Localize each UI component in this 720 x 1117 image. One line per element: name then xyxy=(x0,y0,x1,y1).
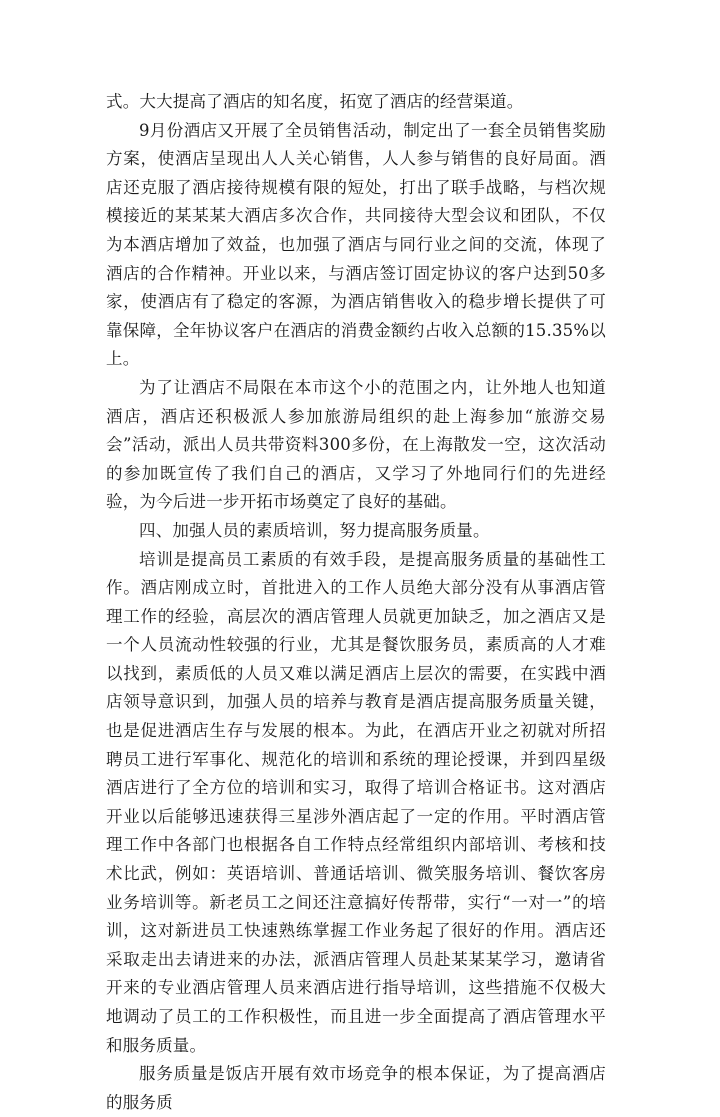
paragraph-training: 培训是提高员工素质的有效手段，是提高服务质量的基础性工作。酒店刚成立时，首批进入的工作人员绝大部分没有从事酒店管理工作的经验，高层次的酒店管理人员就更加缺乏，加之酒店又是一个人员流动性较强的行业，尤其是餐饮服务员，素质高的人才难以找到，素质低的人员又难以满足酒店上层次的需要，在实践中酒店领导意识到，加强人员的培养与教育是酒店提高服务质量关键，也是促进酒店生存与发展的根本。为此，在酒店开业之初就对所招聘员工进行军事化、规范化的培训和系统的理论授课，并到四星级酒店进行了全方位的培训和实习，取得了培训合格证书。这对酒店开业以后能够迅速获得三星涉外酒店起了一定的作用。平时酒店管理工作中各部门也根据各自工作特点经常组织内部培训、考核和技术比武，例如：英语培训、普通话培训、微笑服务培训、餐饮客房业务培训等。新老员工之间还注意搞好传帮带，实行“一对一”的培训，这对新进员工快速熟练掌握工作业务起了很好的作用。酒店还采取走出去请进来的办法，派酒店管理人员赴某某某学习，邀请省开来的专业酒店管理人员来酒店进行指导培训，这些措施不仅极大地调动了员工的工作积极性，而且进一步全面提高了酒店管理水平和服务质量。 xyxy=(106,549,606,1055)
document-body xyxy=(106,88,606,1117)
paragraph-sales-activity: 9月份酒店又开展了全员销售活动，制定出了一套全员销售奖励方案，使酒店呈现出人人关心销售，人人参与销售的良好局面。酒店还克服了酒店接待规模有限的短处，打出了联手战略，与档次规模接近的某某某大酒店多次合作，共同接待大型会议和团队，不仅为本酒店增加了效益，也加强了酒店与同行业之间的交流，体现了酒店的合作精神。开业以来，与酒店签订固定协议的客户达到50多家，使酒店有了稳定的客源，为酒店销售收入的稳步增长提供了可靠保障，全年协议客户在酒店的消费金额约占收入总额的15.35%以上。 xyxy=(106,120,606,369)
paragraph-service-quality: 服务质量是饭店开展有效市场竞争的根本保证，为了提高酒店的服务质 xyxy=(106,1064,606,1112)
paragraph-continuation: 式。大大提高了酒店的知名度，拓宽了酒店的经营渠道。 xyxy=(106,92,524,111)
paragraph-tourism-fair: 为了让酒店不局限在本市这个小的范围之内，让外地人也知道酒店，酒店还积极派人参加旅游局组织的赴上海参加“旅游交易会”活动，派出人员共带资料300多份，在上海散发一空，这次活动的参加既宣传了我们自己的酒店，又学习了外地同行们的先进经验，为今后进一步开拓市场奠定了良好的基础。 xyxy=(106,377,606,512)
section-heading-training: 四、加强人员的素质培训，努力提高服务质量。 xyxy=(139,520,490,540)
